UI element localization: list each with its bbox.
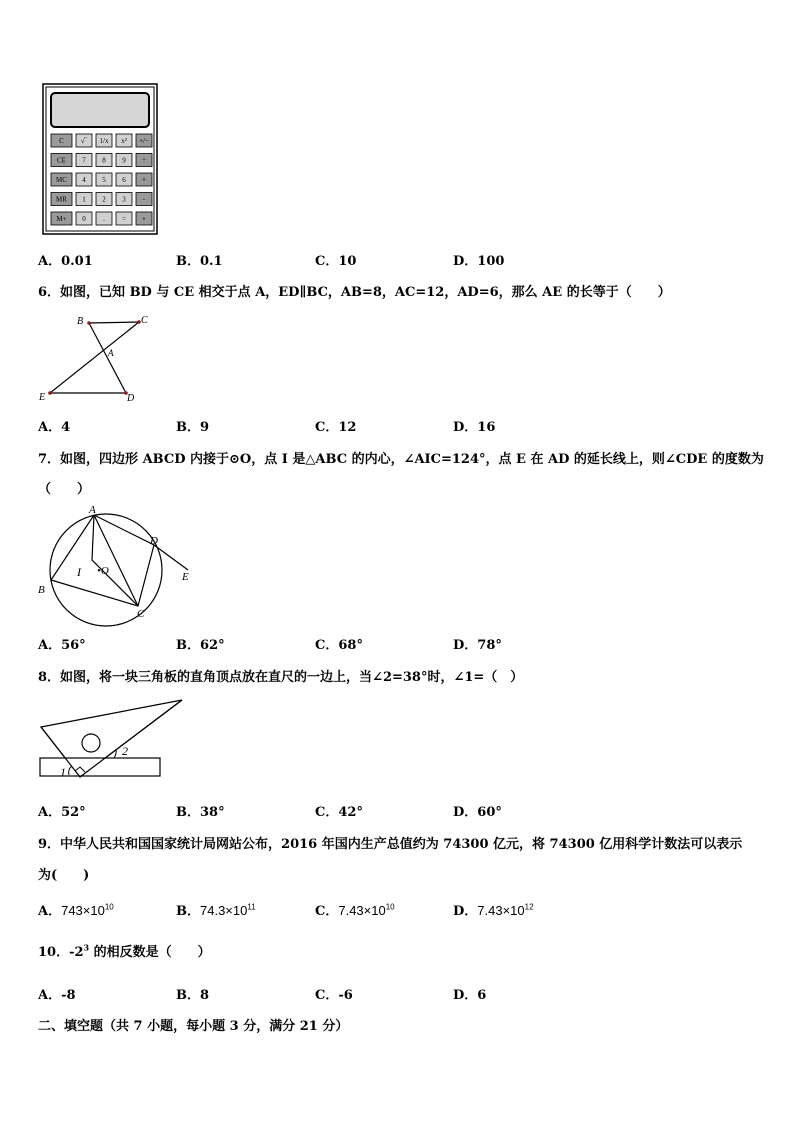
calculator-key-label: ×: [142, 176, 146, 184]
q5-option-b[interactable]: B．0.1: [176, 254, 223, 269]
q6-label-c: C: [141, 315, 148, 326]
calculator-key: [76, 173, 92, 186]
q6-option-a[interactable]: A．4: [38, 420, 71, 435]
calculator-figure: [42, 83, 158, 235]
q7-option-c[interactable]: C．68°: [315, 638, 363, 653]
q7-label-c: C: [137, 608, 145, 620]
q6-label-b: B: [77, 316, 84, 327]
q7-label-a: A: [89, 504, 96, 516]
q6-label-d: D: [127, 393, 135, 404]
calculator-key-label: .: [103, 215, 105, 223]
q6-option-b[interactable]: B．9: [176, 420, 210, 435]
calculator-key-label: 1/x: [99, 137, 109, 145]
q7-label-d: D: [150, 535, 158, 547]
calculator-key: [76, 154, 92, 167]
q6-label-e: E: [39, 392, 46, 403]
calculator-key-label: 1: [82, 195, 86, 204]
q5-option-a[interactable]: A．0.01: [38, 254, 93, 269]
calculator-key: [76, 212, 92, 225]
q5-option-c[interactable]: C．10: [315, 254, 357, 269]
calculator-key-label: =: [122, 215, 126, 223]
calculator-key: [116, 193, 132, 206]
calculator-key-label: x²: [121, 137, 127, 145]
q7-label-b: B: [38, 584, 45, 596]
calculator-key-label: ÷: [142, 156, 146, 165]
q8-option-a[interactable]: A．52°: [38, 805, 86, 820]
calculator-key-label: 7: [82, 156, 86, 165]
calculator-key: [136, 173, 152, 186]
calculator-key: [96, 193, 112, 206]
calculator-key-label: C: [59, 137, 64, 145]
q6-option-d[interactable]: D．16: [453, 420, 496, 435]
calculator-key: [136, 154, 152, 167]
q6-option-c[interactable]: C．12: [315, 420, 357, 435]
calculator-key: [76, 134, 92, 147]
calculator-key: [51, 134, 72, 147]
calculator-key-label: 5: [102, 176, 106, 184]
calculator-key-label: 0: [82, 215, 86, 223]
q7-text-line2: （ ）: [38, 482, 91, 497]
calculator-key: [76, 193, 92, 206]
calculator-key: [51, 173, 72, 186]
calculator-key-label: −: [142, 195, 146, 204]
q6-label-a: A: [108, 348, 114, 358]
q9-option-c[interactable]: C．$7.43\times 10^{10}$: [315, 902, 395, 919]
q7-option-a[interactable]: A．56°: [38, 638, 86, 653]
q8-label-1: 1: [60, 765, 66, 779]
q6-figure: [36, 310, 146, 405]
calculator-key: [96, 212, 112, 225]
calculator-key: [136, 212, 152, 225]
q8-option-b[interactable]: B．38°: [176, 805, 225, 820]
q10-option-b[interactable]: B．8: [176, 988, 210, 1003]
calculator-key: [116, 154, 132, 167]
q10-text: 10．$-2^3$ 的相反数是（ ）: [38, 942, 211, 960]
q5-option-d[interactable]: D．100: [453, 254, 505, 269]
q10-option-c[interactable]: C．-6: [315, 988, 353, 1003]
calculator-key-label: √‾: [80, 137, 88, 145]
calculator-key-label: MR: [56, 195, 67, 204]
q10-option-a[interactable]: A．-8: [38, 988, 76, 1003]
q8-label-2: 2: [122, 744, 128, 758]
q7-option-b[interactable]: B．62°: [176, 638, 225, 653]
calculator-key-label: +/−: [139, 137, 149, 145]
q9-text-line2: 为( ): [38, 868, 90, 883]
q9-option-b[interactable]: B．$74.3\times 10^{11}$: [176, 902, 256, 919]
q10-option-d[interactable]: D．6: [453, 988, 487, 1003]
calculator-key: [116, 173, 132, 186]
q8-figure: [36, 695, 186, 783]
calculator-key-label: 6: [122, 176, 126, 184]
calculator-key-label: 2: [102, 195, 106, 204]
calculator-key-label: 4: [82, 176, 86, 184]
calculator-key: [51, 193, 72, 206]
q7-figure: [36, 500, 206, 622]
q7-label-o: •O: [97, 565, 109, 577]
calculator-key: [51, 154, 72, 167]
calculator-key: [116, 134, 132, 147]
calculator-key-label: +: [142, 215, 146, 223]
q9-option-a[interactable]: A．$743\times 10^{10}$: [38, 902, 114, 919]
calculator-key-label: 9: [122, 156, 126, 165]
calculator-key: [116, 212, 132, 225]
calculator-key-label: 8: [102, 156, 106, 165]
calculator-key-label: 3: [122, 195, 126, 204]
q7-option-d[interactable]: D．78°: [453, 638, 502, 653]
section-2-title: 二、填空题（共 7 小题，每小题 3 分，满分 21 分）: [38, 1019, 349, 1034]
calculator-key: [96, 173, 112, 186]
q8-option-d[interactable]: D．60°: [453, 805, 502, 820]
calculator-key: [96, 134, 112, 147]
q8-option-c[interactable]: C．42°: [315, 805, 363, 820]
calculator-key-label: M+: [56, 215, 67, 223]
q6-text: 6．如图，已知 BD 与 CE 相交于点 A，ED∥BC，AB=8，AC=12，AD=6，那么 AE 的长等于（ ）: [38, 285, 671, 300]
q8-text: 8．如图，将一块三角板的直角顶点放在直尺的一边上，当∠2=38°时，∠1=（ ）: [38, 670, 524, 685]
calculator-key-label: MC: [56, 176, 67, 184]
calculator-key: [136, 193, 152, 206]
q7-label-e: E: [182, 571, 189, 583]
q9-option-d[interactable]: D．$7.43\times 10^{12}$: [453, 902, 534, 919]
calculator-key-label: CE: [57, 156, 66, 165]
q7-text-line1: 7．如图，四边形 ABCD 内接于⊙O，点 I 是△ABC 的内心，∠AIC=124°，点 E 在 AD 的延长线上，则∠CDE 的度数为: [38, 452, 764, 467]
calculator-key: [51, 212, 72, 225]
calculator-key: [96, 154, 112, 167]
q9-text-line1: 9．中华人民共和国国家统计局网站公布，2016 年国内生产总值约为 74300 亿元，将 74300 亿用科学计数法可以表示: [38, 837, 743, 852]
calculator-key: [136, 134, 152, 147]
q7-label-i: I: [77, 565, 81, 579]
